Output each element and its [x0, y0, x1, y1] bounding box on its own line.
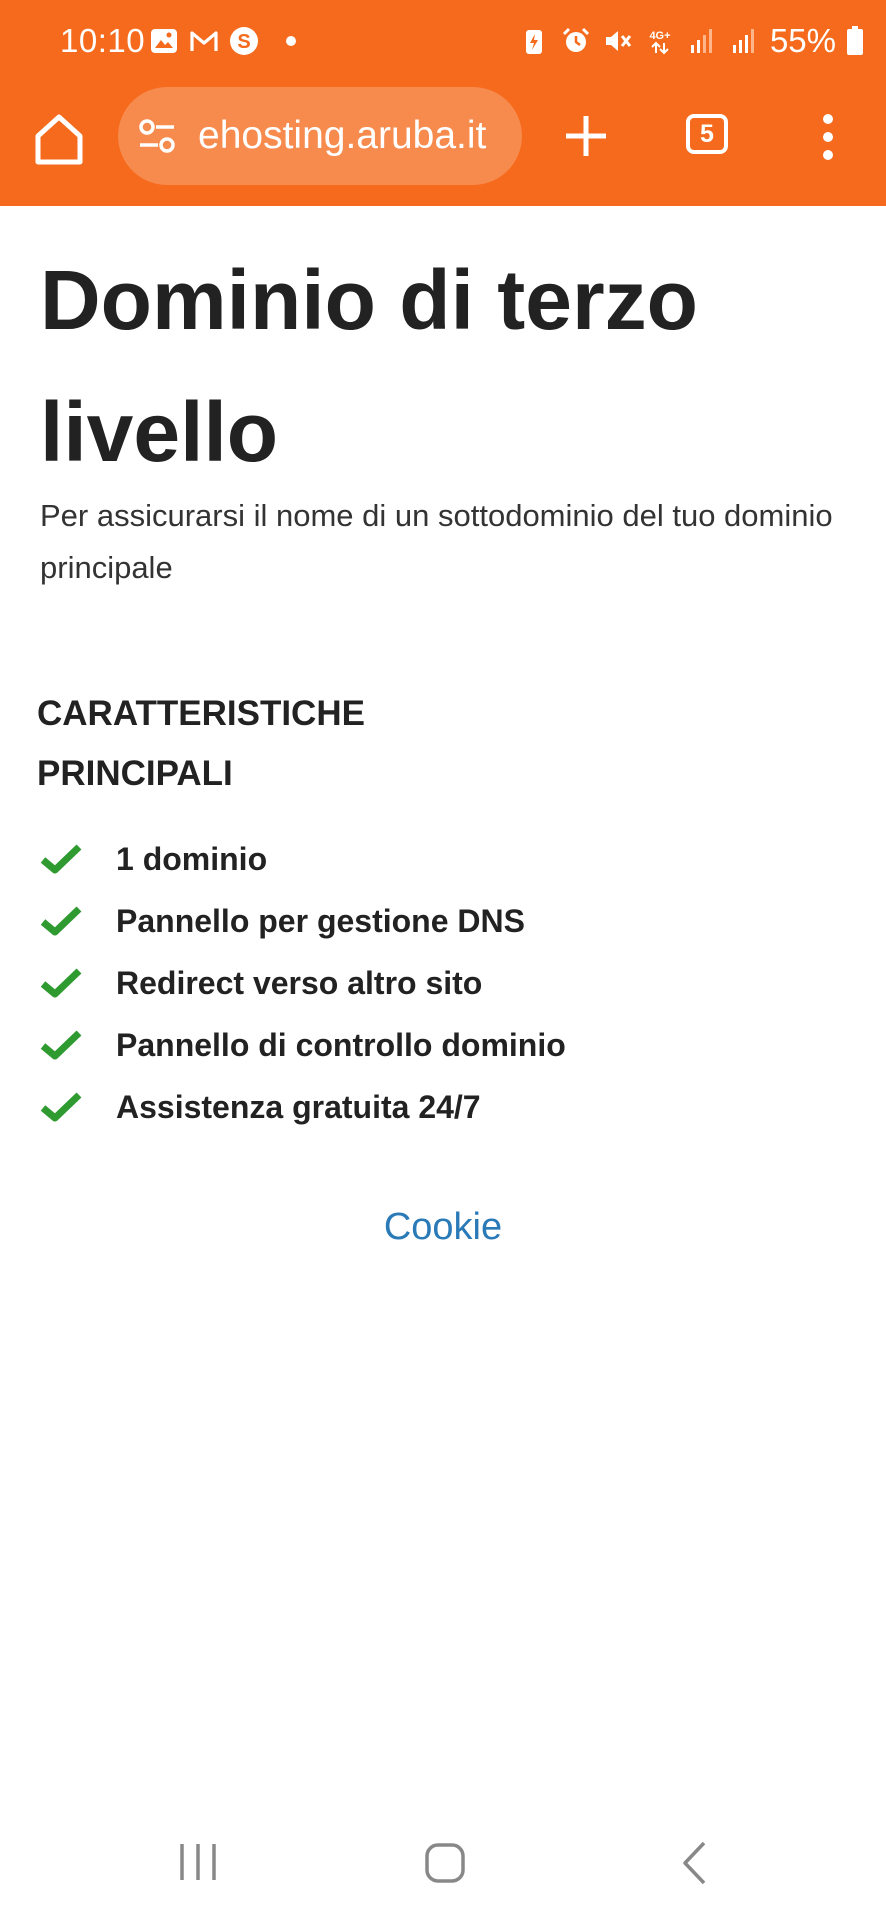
more-menu-icon[interactable] — [818, 112, 838, 162]
status-bar — [0, 0, 886, 84]
dot-icon — [286, 36, 296, 46]
check-icon — [40, 1028, 82, 1062]
address-bar[interactable] — [118, 87, 522, 185]
signal-icon — [686, 25, 718, 57]
image-icon — [148, 25, 180, 57]
check-icon — [40, 842, 82, 876]
battery-icon — [846, 26, 864, 56]
browser-top-bar — [0, 0, 886, 206]
check-icon — [40, 1090, 82, 1124]
cookie-link[interactable]: Cookie — [383, 1206, 503, 1248]
status-time: 10:10 — [60, 22, 146, 59]
svg-text:S: S — [237, 31, 251, 53]
url-text: ehosting.aruba.it — [198, 114, 487, 157]
list-item — [40, 1076, 566, 1138]
signal-icon — [728, 25, 760, 57]
page-subtitle: Per assicurarsi il nome di un sottodominio del tuo dominio principale — [40, 498, 833, 585]
tab-switcher-button[interactable]: 5 — [686, 114, 728, 154]
mute-icon — [602, 25, 634, 57]
notification-icons — [148, 25, 296, 57]
feature-label: Redirect verso altro sito — [116, 964, 483, 1001]
section-heading: CARATTERISTICHE PRINCIPALI — [37, 694, 365, 793]
battery-percent: 55% — [769, 22, 836, 59]
site-settings-icon[interactable] — [136, 115, 178, 157]
app-s-icon — [228, 25, 260, 57]
new-tab-icon[interactable] — [562, 112, 610, 160]
svg-text:4G+: 4G+ — [649, 30, 671, 42]
list-item — [40, 828, 566, 890]
system-nav-bar — [0, 1810, 886, 1920]
features-list — [40, 828, 566, 1138]
battery-saver-icon — [518, 25, 550, 57]
4g-icon — [644, 25, 676, 57]
home-icon[interactable] — [424, 1842, 466, 1884]
back-icon[interactable] — [680, 1840, 708, 1886]
list-item — [40, 890, 566, 952]
list-item — [40, 1014, 566, 1076]
list-item — [40, 952, 566, 1014]
browser-toolbar — [0, 84, 886, 206]
feature-label: Pannello di controllo dominio — [116, 1026, 566, 1063]
check-icon — [40, 966, 82, 1000]
feature-label: Pannello per gestione DNS — [116, 902, 525, 939]
feature-label: 1 dominio — [116, 840, 268, 877]
feature-label: Assistenza gratuita 24/7 — [116, 1088, 481, 1125]
system-icons — [518, 22, 864, 60]
alarm-icon — [560, 25, 592, 57]
gmail-icon — [188, 25, 220, 57]
check-icon — [40, 904, 82, 938]
home-icon[interactable] — [30, 110, 88, 168]
recents-icon[interactable] — [178, 1840, 218, 1884]
page-title: Dominio di terzo livello — [40, 253, 698, 479]
